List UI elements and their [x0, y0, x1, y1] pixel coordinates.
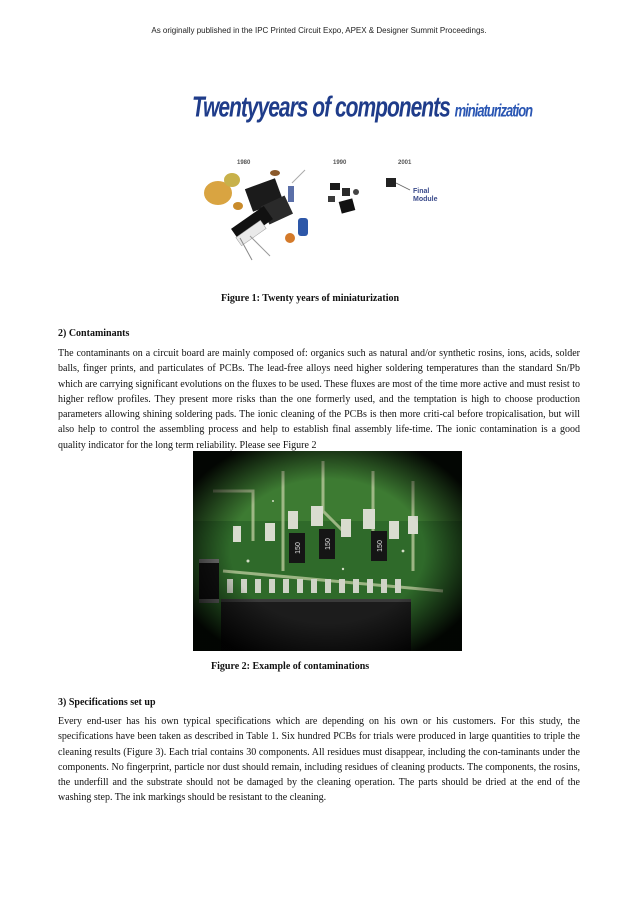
figure-1-title-tail: miniaturization — [454, 100, 533, 121]
capacitor-blue — [298, 218, 308, 236]
page-header: As originally published in the IPC Printed Circuit Expo, APEX & Designer Summit Proceedings. — [151, 26, 487, 35]
year-label-1980: 1980 — [237, 160, 251, 166]
figure-2-image — [193, 451, 462, 651]
section-2-heading: 2) Contaminants — [58, 328, 130, 339]
figure-1-image — [180, 88, 533, 276]
chip-1990 — [339, 198, 356, 213]
figure-1-caption: Figure 1: Twenty years of miniaturization — [221, 293, 400, 304]
chip-2001 — [386, 178, 396, 187]
components-illustration — [180, 88, 450, 276]
pcb-photo — [193, 451, 462, 651]
section-3-heading: 3) Specifications set up — [58, 697, 156, 708]
section-2-paragraph: The contaminants on a circuit board are mainly composed of: organics such as natural and/or synthetic rosins, ions, acids, solder balls, finger prints, and particulates of PCBs. The lead-free alloys need higher soldering temperatures than the standard Sn/Pb which are carrying significant evolutions on the fluxes to be used. These fluxes are most of the time more active and must resist to higher reflow profiles. They present more risks than the one formerly used, and the temptation is high to choose production parameters allowing shining soldering pads. The ionic cleaning of the PCBs is then more criti-cal before tropicalisation, but will also help to control the assembling process and help to establish final assembly life-time. The ionic contamination is a good quality indicator for the long term reliability. Please see Figure 2 — [58, 348, 580, 451]
resistor-blue — [288, 186, 294, 202]
figure-2-caption: Figure 2: Example of contaminations — [211, 661, 370, 672]
section-3-paragraph: Every end-user has his own typical specifications which are depending on his own or his customers. For this study, the specifications have been taken as described in Table 1. Six hundred PCBs for trials were produced in large quantities to triple the cleaning results (Figure 3). Each trial contains 30 components. All residues must disappear, including the con-taminants under the components. No fingerprint, particle nor dust should remain, including residues of cleaning products. The components, the rosins, the underfill and the substrate should not be damaged by the cleaning operation. The parts should be dried at the end of the washing step. The ink markings should be resistant to the cleaning. — [58, 716, 580, 804]
figure-1-title-main: Twentyyears of components — [192, 92, 455, 124]
final-module-label: Final Module — [413, 188, 438, 203]
year-label-2001: 2001 — [398, 160, 412, 166]
year-label-1990: 1990 — [333, 160, 347, 166]
